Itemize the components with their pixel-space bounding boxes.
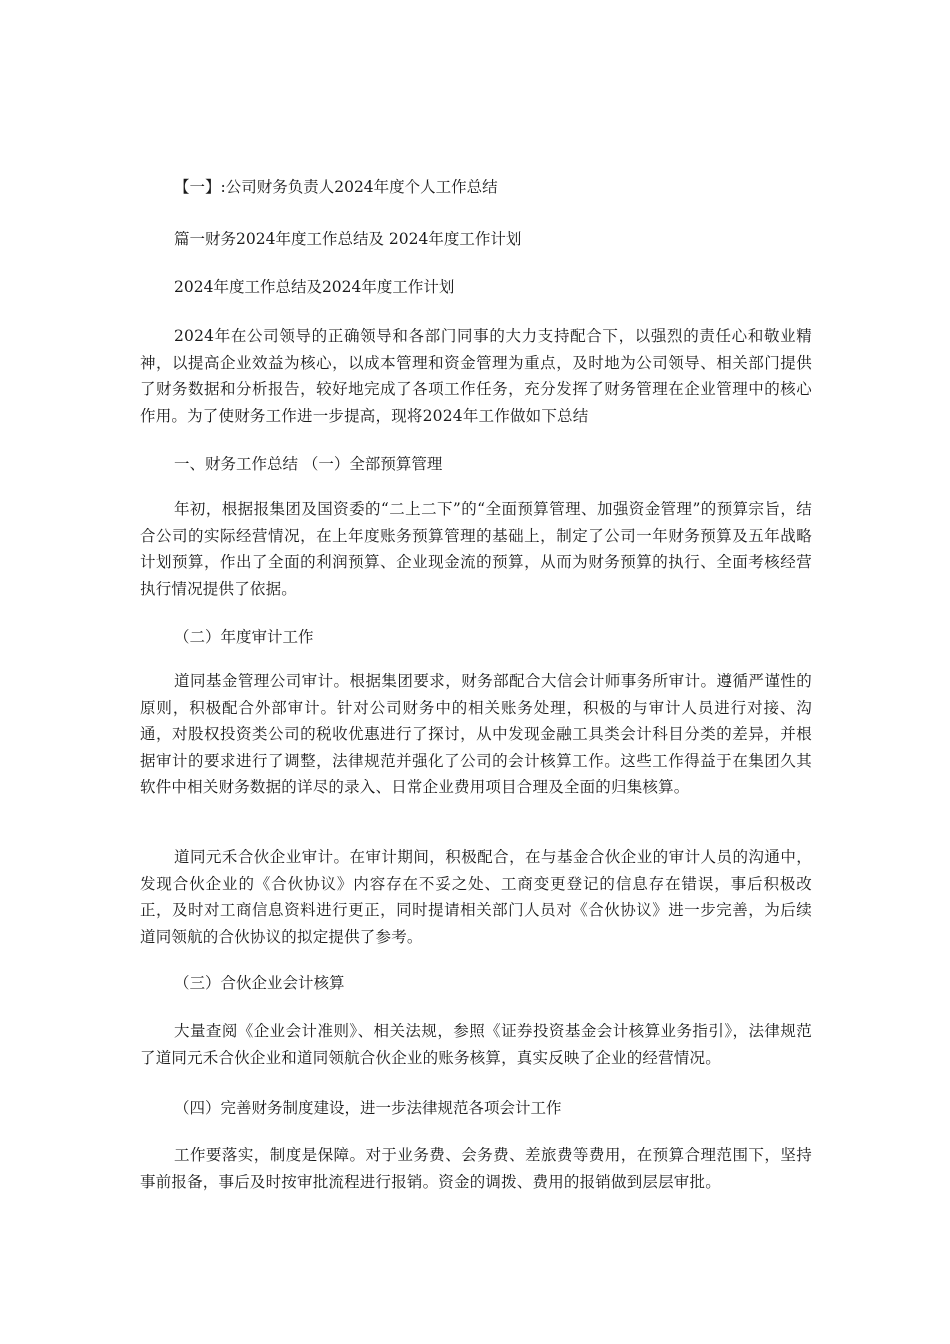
document-heading-3: 2024年度工作总结及2024年度工作计划 [174, 278, 455, 296]
intro-paragraph: 2024年在公司领导的正确领导和各部门同事的大力支持配合下，以强烈的责任心和敬业精神，以提高企业效益为核心，以成本管理和资金管理为重点，及时地为公司领导、相关部门提供了财务数据和分析报告，较好地完成了各项工作任务，充分发挥了财务管理在企业管理中的核心作用。为了使财务工作进一步提高，现将2024年工作做如下总结 [140, 327, 812, 425]
budget-paragraph: 年初，根据报集团及国资委的“二上二下”的“全面预算管理、加强资金管理”的预算宗旨，结合公司的实际经营情况，在上年度账务预算管理的基础上，制定了公司一年财务预算及五年战略计划预算，作出了全面的利润预算、企业现金流的预算，从而为财务预算的执行、全面考核经营执行情况提供了依据。 [140, 500, 812, 598]
accounting-paragraph: 大量查阅《企业会计准则》、相关法规，参照《证券投资基金会计核算业务指引》，法律规范了道同元禾合伙企业和道同领航合伙企业的账务核算，真实反映了企业的经营情况。 [140, 1022, 812, 1067]
document-heading-1: 【一】:公司财务负责人2024年度个人工作总结 [174, 178, 498, 196]
audit-paragraph-1: 道同基金管理公司审计。根据集团要求，财务部配合大信会计师事务所审计。遵循严谨性的原则，积极配合外部审计。针对公司财务中的相关账务处理，积极的与审计人员进行对接、沟通，对股权投资类公司的税收优惠进行了探讨，从中发现金融工具类会计科目分类的差异，并根据审计的要求进行了调整，法律规范并强化了公司的会计核算工作。这些工作得益于在集团久其软件中相关财务数据的详尽的录入、日常企业费用项目合理及全面的归集核算。 [140, 672, 812, 797]
subsection-4-heading: （四）完善财务制度建设，进一步法律规范各项会计工作 [174, 1099, 562, 1117]
document-heading-2: 篇一财务2024年度工作总结及 2024年度工作计划 [174, 230, 522, 248]
section-1-heading: 一、财务工作总结 （一）全部预算管理 [174, 455, 443, 473]
audit-paragraph-2: 道同元禾合伙企业审计。在审计期间，积极配合，在与基金合伙企业的审计人员的沟通中，发现合伙企业的《合伙协议》内容存在不妥之处、工商变更登记的信息存在错误，事后积极改正，及时对工商信息资料进行更正，同时提请相关部门人员对《合伙协议》进一步完善，为后续道同领航的合伙协议的拟定提供了参考。 [140, 848, 812, 946]
subsection-2-heading: （二）年度审计工作 [174, 628, 314, 646]
subsection-3-heading: （三）合伙企业会计核算 [174, 974, 345, 992]
system-paragraph: 工作要落实，制度是保障。对于业务费、会务费、差旅费等费用，在预算合理范围下，坚持事前报备，事后及时按审批流程进行报销。资金的调拨、费用的报销做到层层审批。 [140, 1146, 812, 1191]
